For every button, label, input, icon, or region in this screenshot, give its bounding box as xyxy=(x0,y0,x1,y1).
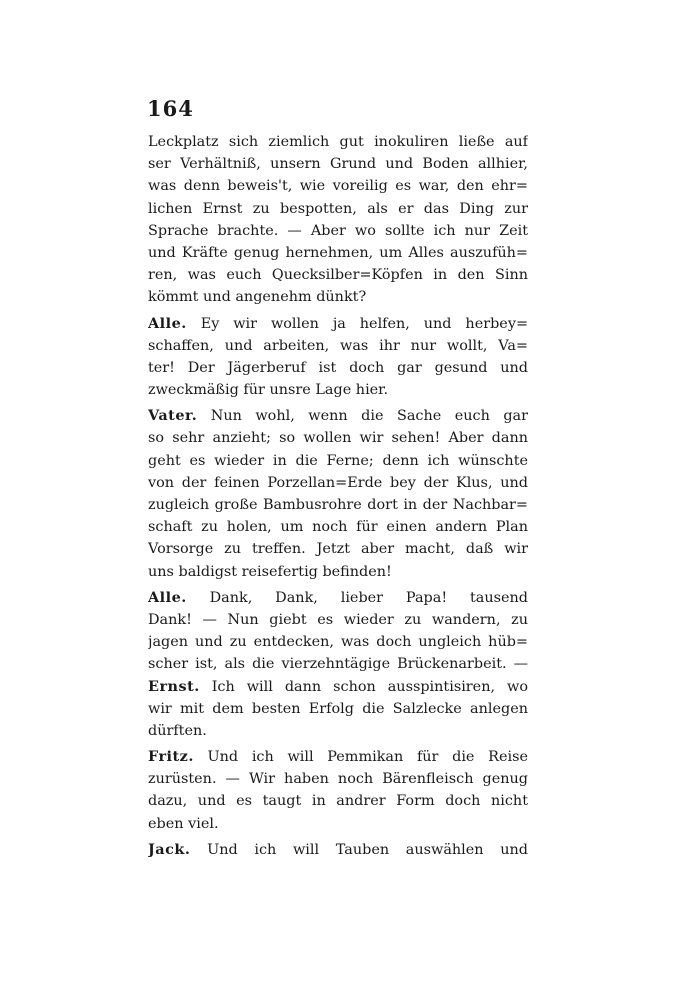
text-line: Dank! — Nun giebt es wieder zu wandern, zu xyxy=(148,611,528,628)
speaker-name: Ernst. xyxy=(148,677,200,695)
text-line: Jack. Und ich will Tauben auswählen und xyxy=(148,840,528,858)
paragraph xyxy=(148,746,528,835)
paragraph xyxy=(148,839,528,861)
paragraph xyxy=(148,131,528,309)
speaker-name: Vater. xyxy=(148,407,198,425)
speaker-name: Jack. xyxy=(148,840,191,858)
text-line: eben viel. xyxy=(148,815,219,832)
text-line: Sprache brachte. — Aber wo sollte ich nur Zeit xyxy=(148,222,528,239)
paragraph xyxy=(148,405,528,583)
text-line: lichen Ernst zu bespotten, als er das Ding zur xyxy=(148,200,528,217)
text-line: zugleich große Bambusrohre dort in der Nachbar= xyxy=(148,497,528,513)
text-line: Fritz. Und ich will Pemmikan für die Reise xyxy=(148,748,528,766)
text-line: schaffen, und arbeiten, was ihr nur wollt, Va= xyxy=(148,337,528,354)
text-line: geht es wieder in die Ferne; denn ich wünschte xyxy=(148,452,528,469)
text-line: und Kräfte genug hernehmen, um Alles auszufüh= xyxy=(148,244,528,261)
text-line: dürften. xyxy=(148,722,207,739)
text-line: wir mit dem besten Erfolg die Salzlecke anlegen xyxy=(148,700,528,717)
text-line: ren, was euch Quecksilber=Köpfen in den Sinn xyxy=(148,267,528,284)
text-line: jagen und zu entdecken, was doch ungleich hüb= xyxy=(148,634,528,651)
paragraph xyxy=(148,313,528,402)
text-line: was denn beweis't, wie voreilig es war, den ehr= xyxy=(148,178,528,195)
text-line: zweckmäßig für unsre Lage hier. xyxy=(148,382,389,399)
text-line: ser Verhältniß, unsern Grund und Boden allhier, xyxy=(148,156,528,173)
page-number: 164 xyxy=(147,96,194,121)
text-line: so sehr anzieht; so wollen wir sehen! Aber dann xyxy=(148,430,528,447)
text-line: zurüsten. — Wir haben noch Bärenfleisch genug xyxy=(148,771,528,788)
text-line: scher ist, als die vierzehntägige Brückenarbeit. — xyxy=(148,656,528,673)
text-line: dazu, und es taugt in andrer Form doch nicht xyxy=(148,793,528,810)
speaker-name: Fritz. xyxy=(148,748,194,766)
page-body xyxy=(148,131,528,861)
text-line: Alle. Ey wir wollen ja helfen, und herbey= xyxy=(148,314,528,332)
text-line: von der feinen Porzellan=Erde bey der Klus, und xyxy=(148,474,528,491)
text-line: Alle. Dank, Dank, lieber Papa! tausend xyxy=(148,588,528,606)
speaker-name: Alle. xyxy=(148,314,187,332)
text-line: Leckplatz sich ziemlich gut inokuliren ließe auf xyxy=(148,134,528,150)
text-line: Vater. Nun wohl, wenn die Sache euch gar xyxy=(148,407,528,425)
speaker-name: Alle. xyxy=(148,588,187,606)
paragraph xyxy=(148,676,528,743)
text-line: schaft zu holen, um noch für einen andern Plan xyxy=(148,519,528,536)
text-line: Vorsorge zu treffen. Jetzt aber macht, daß wir xyxy=(148,541,528,558)
text-line: kömmt und angenehm dünkt? xyxy=(148,289,367,306)
text-line: Ernst. Ich will dann schon ausspintisiren, wo xyxy=(148,677,528,695)
text-line: uns baldigst reisefertig befinden! xyxy=(148,563,392,580)
paragraph xyxy=(148,587,528,676)
text-line: ter! Der Jägerberuf ist doch gar gesund und xyxy=(148,359,528,376)
